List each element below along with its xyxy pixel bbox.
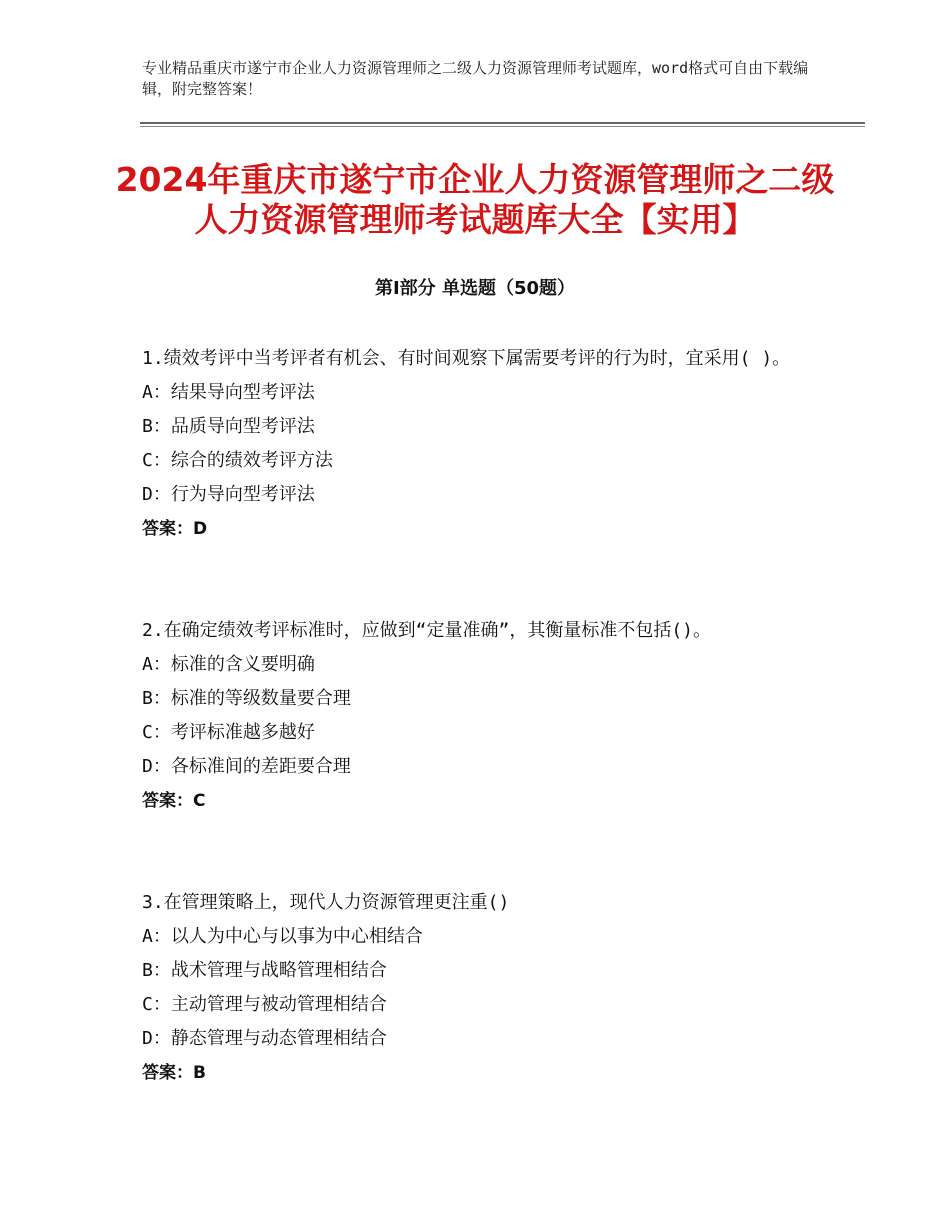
option-c: C：综合的绩效考评方法 <box>142 450 333 471</box>
header-divider-thin <box>140 126 865 127</box>
option-a: A：结果导向型考评法 <box>142 382 315 403</box>
answer-line: 答案：B <box>142 1063 206 1083</box>
option-a: A：以人为中心与以事为中心相结合 <box>142 926 423 947</box>
option-d: D：静态管理与动态管理相结合 <box>142 1028 387 1049</box>
answer-line: 答案：C <box>142 791 206 811</box>
section-heading: 第Ⅰ部分 单选题（50题） <box>374 278 575 299</box>
page-title: 2024年重庆市遂宁市企业人力资源管理师之二级人力资源管理师考试题库大全【实用】 <box>115 160 835 239</box>
question-stem: 1.绩效考评中当考评者有机会、有时间观察下属需要考评的行为时，宜采用( )。 <box>142 348 791 369</box>
question-2 <box>142 614 822 818</box>
question-3 <box>142 886 822 1090</box>
question-1 <box>142 342 822 546</box>
option-b: B：标准的等级数量要合理 <box>142 688 351 709</box>
option-b: B：战术管理与战略管理相结合 <box>142 960 387 981</box>
option-d: D：各标准间的差距要合理 <box>142 756 351 777</box>
question-stem: 2.在确定绩效考评标准时，应做到“定量准确”，其衡量标准不包括()。 <box>142 620 712 641</box>
option-d: D：行为导向型考评法 <box>142 484 315 505</box>
option-a: A：标准的含义要明确 <box>142 654 315 675</box>
option-c: C：主动管理与被动管理相结合 <box>142 994 387 1015</box>
header-divider <box>140 122 865 124</box>
option-c: C：考评标准越多越好 <box>142 722 315 743</box>
answer-line: 答案：D <box>142 519 208 539</box>
option-b: B：品质导向型考评法 <box>142 416 315 437</box>
question-stem: 3.在管理策略上，现代人力资源管理更注重() <box>142 892 510 913</box>
header-note: 专业精品重庆市遂宁市企业人力资源管理师之二级人力资源管理师考试题库，word格式可自由下载编辑，附完整答案！ <box>142 59 809 98</box>
